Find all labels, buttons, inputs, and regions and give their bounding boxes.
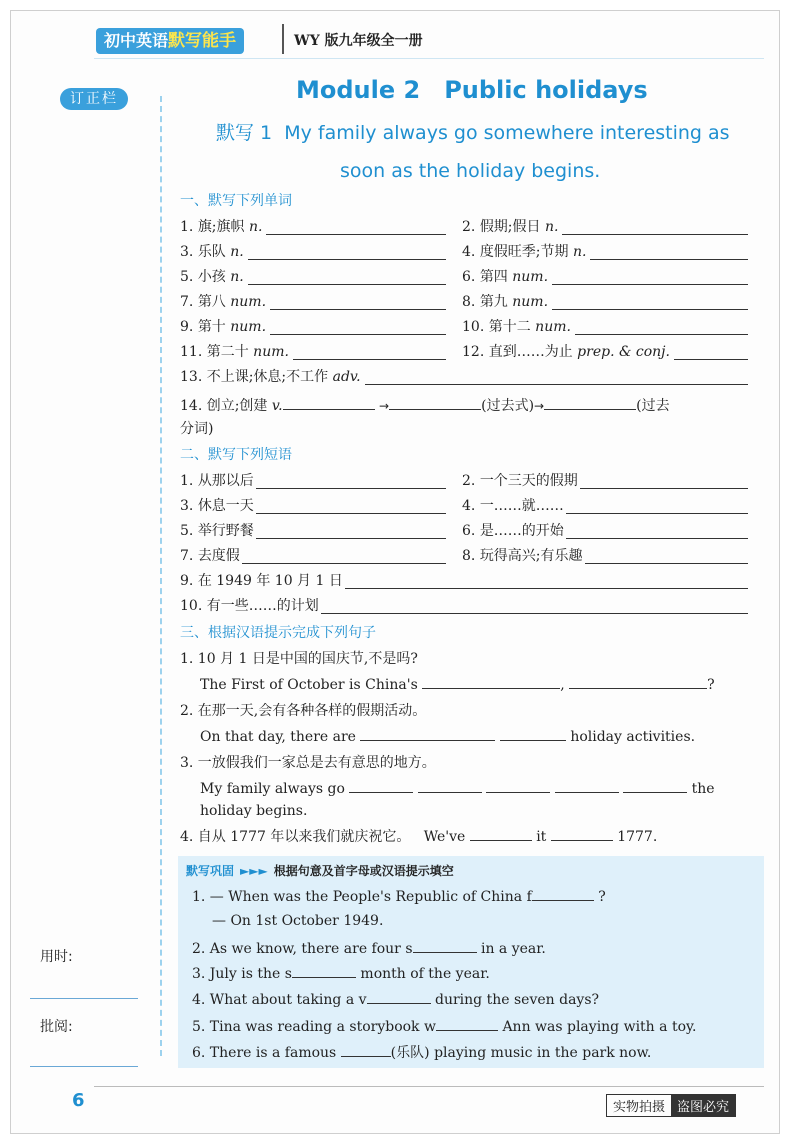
stamp-text-a: 实物拍摄 xyxy=(613,1100,666,1115)
item-chinese: 度假旺季;节期 xyxy=(479,244,569,260)
practice-q3 xyxy=(192,963,490,985)
answer-blank[interactable] xyxy=(292,963,356,978)
answer-blank[interactable] xyxy=(562,220,748,235)
answer-blank[interactable] xyxy=(566,524,748,539)
answer-blank[interactable] xyxy=(242,549,446,564)
item-number: 2. xyxy=(462,219,476,235)
item-pos: n. xyxy=(230,244,244,260)
item-chinese: 第十二 xyxy=(488,319,531,335)
pq6-text-a: 6. There is a famous xyxy=(192,1045,337,1061)
word-item xyxy=(180,266,244,288)
item-chinese: 假期;假日 xyxy=(479,219,541,235)
answer-blank[interactable] xyxy=(674,345,748,360)
item-number: 6. xyxy=(462,269,476,285)
phrase-item xyxy=(462,520,564,542)
answer-blank[interactable] xyxy=(367,989,431,1004)
item-number: 7. xyxy=(180,294,194,310)
answer-blank[interactable] xyxy=(580,474,748,489)
item-chinese: 直到……为止 xyxy=(488,344,573,360)
word-item xyxy=(462,316,571,338)
item-number: 12. xyxy=(462,344,485,360)
answer-blank[interactable] xyxy=(266,220,446,235)
watermark-stamp xyxy=(606,1094,736,1117)
pq2-text-a: 2. As we know, there are four xyxy=(192,941,401,957)
answer-blank[interactable] xyxy=(256,474,446,489)
item-number: 13. xyxy=(180,369,203,385)
word-item xyxy=(462,341,670,363)
sentence-text-1: My family always go somewhere interesting as xyxy=(284,122,730,144)
answer-blank[interactable] xyxy=(345,574,748,589)
pq1-end: ? xyxy=(598,889,606,905)
item-chinese: 创立;创建 xyxy=(206,398,268,414)
check-write-line[interactable] xyxy=(30,1066,138,1067)
practice-q6 xyxy=(192,1042,651,1064)
correction-column-badge: 订正栏 xyxy=(60,88,128,110)
practice-q5 xyxy=(192,1016,697,1038)
q3-text-b: the xyxy=(691,781,715,797)
q1-text: The First of October is China's xyxy=(200,677,418,693)
s3-q3-chinese: 3. 一放假我们一家总是去有意思的地方。 xyxy=(180,755,436,771)
item-chinese: 是……的开始 xyxy=(479,523,564,539)
item-number: 2. xyxy=(462,473,476,489)
series-badge xyxy=(96,28,244,54)
item-chinese: 去度假 xyxy=(197,548,240,564)
pq4-text-b: during the seven days? xyxy=(435,992,600,1008)
pq3-letter: s xyxy=(284,966,292,982)
phrase-item xyxy=(462,545,583,567)
phrase-item xyxy=(462,495,564,517)
item-pos: num. xyxy=(512,269,549,285)
answer-blank[interactable] xyxy=(585,549,748,564)
pq1-letter: f xyxy=(526,889,532,905)
item-chinese: 休息一天 xyxy=(197,498,254,514)
item-chinese: 不上课;休息;不工作 xyxy=(206,369,329,385)
item-pos: num. xyxy=(253,344,289,360)
phrase-item xyxy=(180,570,343,592)
word-item xyxy=(180,216,262,238)
item-chinese: 第十 xyxy=(197,319,226,335)
answer-blank[interactable] xyxy=(270,295,446,310)
answer-blank[interactable] xyxy=(436,1016,498,1031)
item-pos: n. xyxy=(230,269,244,285)
q4-chinese: 4. 自从 1777 年以来我们就庆祝它。 xyxy=(180,829,411,845)
item-chinese: 玩得高兴;有乐趣 xyxy=(479,548,583,564)
item-number: 4. xyxy=(462,244,476,260)
answer-blank[interactable] xyxy=(569,674,707,689)
pq5-text-a: 5. Tina was reading a storybook xyxy=(192,1019,420,1035)
pq2-letter: s xyxy=(405,941,413,957)
item-number: 14. xyxy=(180,398,203,414)
item-number: 1. xyxy=(180,219,194,235)
answer-blank[interactable] xyxy=(552,295,748,310)
answer-blank[interactable] xyxy=(360,726,495,741)
item-pos: adv. xyxy=(332,369,361,385)
practice-q1 xyxy=(192,886,606,908)
s3-q3-english-cont: holiday begins. xyxy=(200,803,308,819)
phrase-item xyxy=(180,495,254,517)
word-item xyxy=(180,291,266,313)
answer-blank[interactable] xyxy=(413,938,477,953)
item-number: 9. xyxy=(180,319,194,335)
word-item xyxy=(462,241,586,263)
word-item xyxy=(180,316,266,338)
word-item-14-cont: 分词) xyxy=(180,421,214,437)
q4-text-b: it xyxy=(536,829,547,845)
pq4-text-a: 4. What about taking a xyxy=(192,992,355,1008)
practice-q2 xyxy=(192,938,546,960)
pq5-letter: w xyxy=(424,1019,436,1035)
s3-q1-english: The First of October is China's , ? xyxy=(200,674,715,696)
past-participle-label: (过去 xyxy=(636,398,670,414)
pq2-text-b: in a year. xyxy=(480,941,546,957)
answer-blank[interactable] xyxy=(248,270,446,285)
pq4-letter: v xyxy=(358,992,367,1008)
answer-blank[interactable] xyxy=(365,370,748,385)
book-edition: WY 版九年级全一册 xyxy=(294,33,423,49)
s3-q1-chinese: 1. 10 月 1 日是中国的国庆节,不是吗? xyxy=(180,651,418,667)
item-number: 11. xyxy=(180,344,203,360)
pq6-text-b: playing music in the park now. xyxy=(434,1045,652,1061)
word-item xyxy=(462,291,548,313)
q2-text-a: On that day, there are xyxy=(200,729,356,745)
page-title xyxy=(296,76,648,104)
section1-heading: 一、默写下列单词 xyxy=(180,193,292,209)
pq5-text-b: Ann was playing with a toy. xyxy=(502,1019,697,1035)
s3-q3-english xyxy=(200,778,715,800)
q4-text-c: 1777. xyxy=(617,829,658,845)
item-chinese: 第四 xyxy=(479,269,508,285)
series-small-label: 初中英语 xyxy=(104,31,169,50)
consolidation-instruction: 根据句意及首字母或汉语提示填空 xyxy=(273,864,454,878)
item-pos: num. xyxy=(535,319,571,335)
answer-blank[interactable] xyxy=(551,826,613,841)
answer-blank[interactable] xyxy=(341,1042,391,1057)
item-pos: n. xyxy=(572,244,587,260)
item-number: 7. xyxy=(180,548,194,564)
check-label: 批阅: xyxy=(40,1019,73,1035)
answer-blank[interactable] xyxy=(590,245,748,260)
answer-blank[interactable] xyxy=(256,499,446,514)
q2-text-b: holiday activities. xyxy=(570,729,696,745)
word-item xyxy=(180,341,289,363)
item-chinese: 举行野餐 xyxy=(197,523,254,539)
practice-q1-answer: — On 1st October 1949. xyxy=(212,913,384,929)
pq3-text-a: 3. July is the xyxy=(192,966,281,982)
time-write-line[interactable] xyxy=(30,998,138,999)
answer-blank[interactable] xyxy=(256,524,446,539)
item-number: 5. xyxy=(180,269,194,285)
section3-heading: 三、根据汉语提示完成下列句子 xyxy=(180,625,376,641)
practice-q4 xyxy=(192,989,599,1011)
word-item-14: 14. 创立;创建 v. → (过去式)→ (过去 xyxy=(180,395,670,417)
item-number: 9. xyxy=(180,573,194,589)
item-pos: num. xyxy=(230,319,267,335)
answer-blank[interactable] xyxy=(422,674,560,689)
dictation-sentence-line2: soon as the holiday begins. xyxy=(340,160,601,182)
word-item xyxy=(462,266,548,288)
answer-blank[interactable] xyxy=(293,345,446,360)
item-pos: n. xyxy=(248,219,263,235)
arrows-icon: ►►► xyxy=(240,864,268,878)
answer-blank[interactable] xyxy=(555,778,619,793)
phrase-item xyxy=(462,470,578,492)
item-number: 3. xyxy=(180,244,194,260)
dictation-sentence-line1 xyxy=(216,118,730,145)
item-number: 5. xyxy=(180,523,194,539)
phrase-item xyxy=(180,520,254,542)
answer-blank[interactable] xyxy=(248,245,446,260)
answer-blank[interactable] xyxy=(283,395,375,410)
s3-q2-english xyxy=(200,726,695,748)
module-name: Public holidays xyxy=(444,76,648,104)
item-pos: num. xyxy=(230,294,267,310)
pq6-hint: (乐队) xyxy=(390,1045,430,1061)
item-pos: n. xyxy=(544,219,559,235)
item-chinese: 一个三天的假期 xyxy=(479,473,578,489)
item-chinese: 乐队 xyxy=(197,244,226,260)
answer-blank[interactable] xyxy=(270,320,446,335)
time-label: 用时: xyxy=(40,949,73,965)
item-number: 3. xyxy=(180,498,194,514)
header-rule xyxy=(94,58,764,59)
answer-blank[interactable] xyxy=(500,726,566,741)
answer-blank[interactable] xyxy=(623,778,687,793)
section2-heading: 二、默写下列短语 xyxy=(180,447,292,463)
answer-blank[interactable] xyxy=(470,826,532,841)
item-chinese: 旗;旗帜 xyxy=(197,219,245,235)
stamp-text-b: 盗图必究 xyxy=(671,1095,735,1116)
item-number: 10. xyxy=(462,319,485,335)
item-chinese: 小孩 xyxy=(197,269,226,285)
s3-q4 xyxy=(180,826,657,848)
pq3-text-b: month of the year. xyxy=(360,966,490,982)
dictation-prefix: 默写 1 xyxy=(216,122,273,144)
consolidation-title xyxy=(186,862,454,879)
answer-blank[interactable] xyxy=(552,270,748,285)
item-pos: num. xyxy=(512,294,549,310)
word-item xyxy=(180,241,244,263)
item-chinese: 从那以后 xyxy=(197,473,254,489)
phrase-item xyxy=(180,545,240,567)
item-chinese: 第九 xyxy=(479,294,508,310)
phrase-item xyxy=(180,470,254,492)
answer-blank[interactable] xyxy=(349,778,413,793)
header-separator xyxy=(282,24,284,54)
item-chinese: 在 1949 年 10 月 1 日 xyxy=(197,573,343,589)
item-number: 4. xyxy=(462,498,476,514)
series-big-label: 默写能手 xyxy=(168,31,237,51)
page-number: 6 xyxy=(72,1090,85,1111)
answer-blank[interactable] xyxy=(532,886,594,901)
consolidation-label: 默写巩固 xyxy=(186,864,235,878)
q4-text-a: We've xyxy=(423,829,466,845)
pq1-text: 1. — When was the People's Republic of China xyxy=(192,889,523,905)
answer-blank[interactable] xyxy=(389,395,481,410)
word-item xyxy=(180,366,361,388)
answer-blank[interactable] xyxy=(321,599,748,614)
item-pos: prep. & conj. xyxy=(577,344,670,360)
past-tense-label: (过去式) xyxy=(481,398,535,414)
item-number: 8. xyxy=(462,548,476,564)
item-chinese: 有一些……的计划 xyxy=(206,598,319,614)
answer-blank[interactable] xyxy=(544,395,636,410)
answer-blank[interactable] xyxy=(575,320,748,335)
item-number: 8. xyxy=(462,294,476,310)
module-number: Module 2 xyxy=(296,76,421,104)
item-number: 10. xyxy=(180,598,203,614)
footer-rule xyxy=(94,1086,764,1087)
word-item xyxy=(462,216,558,238)
answer-blank[interactable] xyxy=(418,778,482,793)
margin-divider xyxy=(160,96,162,1056)
item-number: 6. xyxy=(462,523,476,539)
item-number: 1. xyxy=(180,473,194,489)
item-chinese: 一……就…… xyxy=(479,498,564,514)
q3-text-a: My family always go xyxy=(200,781,345,797)
item-chinese: 第八 xyxy=(197,294,226,310)
item-chinese: 第二十 xyxy=(206,344,249,360)
phrase-item xyxy=(180,595,319,617)
answer-blank[interactable] xyxy=(486,778,550,793)
item-pos: v. xyxy=(271,398,283,414)
s3-q2-chinese: 2. 在那一天,会有各种各样的假期活动。 xyxy=(180,703,427,719)
answer-blank[interactable] xyxy=(566,499,748,514)
